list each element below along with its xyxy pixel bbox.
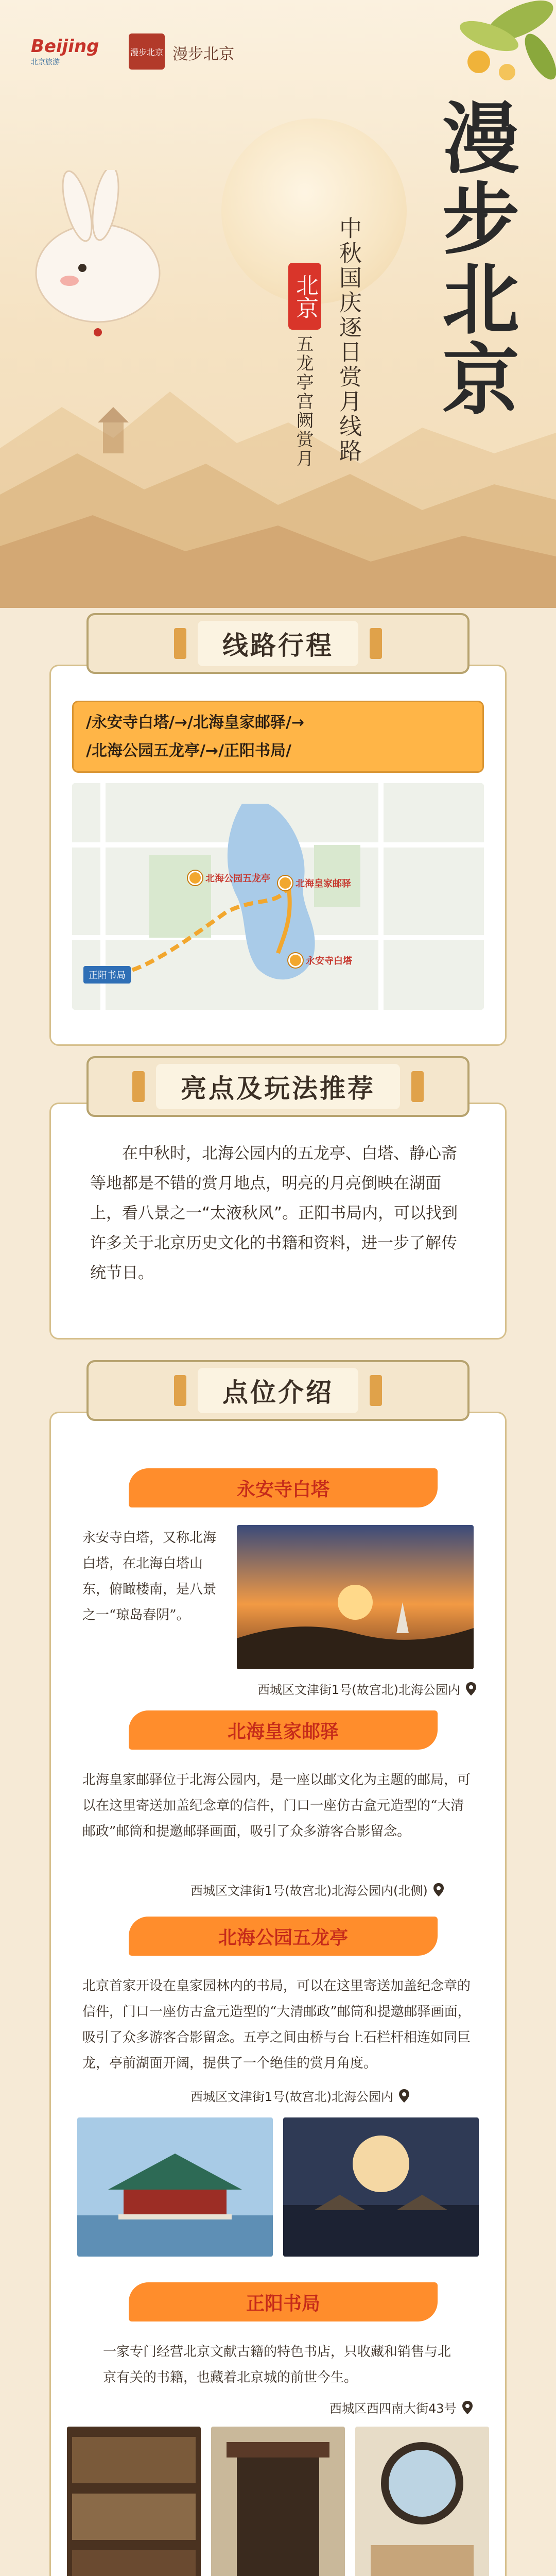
- highlights-section-header: [86, 1056, 470, 1117]
- map-pin-white-pagoda[interactable]: [288, 953, 352, 968]
- beijing-logo-subtext: 北京旅游: [31, 58, 60, 66]
- location-pin-icon: [433, 1883, 444, 1897]
- spot-2-address: [190, 1880, 444, 1899]
- spots-heading: 点位介绍: [222, 1377, 334, 1408]
- beijing-seal: 北京: [288, 263, 321, 330]
- spot-3-photo-pavilion: [77, 2117, 273, 2257]
- spot-4-photo-bookshelf: [67, 2427, 201, 2576]
- ribbon-bar-left: [174, 1375, 186, 1406]
- map-pin-icon: [288, 953, 303, 968]
- spot-1-address: [257, 1680, 477, 1698]
- location-pin-icon: [398, 2089, 410, 2103]
- spot-3-address-text: 西城区文津街1号(故宫北)北海公园内: [190, 2090, 393, 2104]
- route-map[interactable]: [72, 783, 484, 1010]
- spot-3-description: 北京首家开设在皇家园林内的书局，可以在这里寄送加盖纪念章的信件，门口一座仿古盒元造型的“大清邮政”邮筒和提邀邮驿画面，吸引了众多游客合影留念。五亭之间由桥与台上石栏杆相连如同巨龙，亭前湖面开阔，提供了一个绝佳的赏月角度。: [82, 1978, 471, 2071]
- spot-2-description: 北海皇家邮驿位于北海公园内，是一座以邮文化为主题的邮局，可以在这里寄送加盖纪念章的信件，门口一座仿古盒元造型的“大清邮政”邮筒和提邀邮驿画面，吸引了众多游客合影留念。: [82, 1772, 471, 1839]
- brand-logo-text: 漫步北京: [172, 45, 234, 63]
- map-canvas: [72, 783, 484, 1010]
- spot-1-photo: [237, 1525, 474, 1669]
- route-line-1: /永安寺白塔/→/北海皇家邮驿/→: [86, 714, 305, 732]
- route-section-header: [86, 613, 470, 674]
- spot-1-title: 永安寺白塔: [129, 1468, 438, 1507]
- map-pin-label: 北海皇家邮驿: [296, 878, 351, 889]
- route-heading: 线路行程: [222, 630, 334, 660]
- beijing-logo-text: Beijing: [31, 36, 99, 57]
- spot-4-photo-books: [355, 2427, 489, 2576]
- ribbon-bar-left: [174, 628, 186, 659]
- location-pin-icon: [465, 1682, 477, 1696]
- ribbon-bar-right: [370, 1375, 382, 1406]
- highlights-heading: 亮点及玩法推荐: [181, 1073, 375, 1104]
- spot-1-description: 永安寺白塔，又称北海白塔，在北海白塔山东，俯瞰楼南，是八景之一“琼岛春阴”。: [82, 1530, 217, 1623]
- map-pin-label: 永安寺白塔: [306, 956, 352, 967]
- map-pin-icon: [188, 871, 202, 885]
- spot-2-address-text: 西城区文津街1号(故宫北)北海公园内(北侧): [190, 1884, 428, 1898]
- spot-3-title: 北海公园五龙亭: [129, 1917, 438, 1956]
- map-pin-wulongting[interactable]: [188, 871, 270, 885]
- beijing-logo: [31, 36, 99, 67]
- route-line-2: /北海公园五龙亭/→/正阳书局/: [86, 742, 291, 760]
- spot-3-address: [190, 2087, 410, 2105]
- spot-4-address: [329, 2398, 473, 2416]
- spot-4-title: 正阳书局: [129, 2282, 438, 2321]
- page-subtitle: 中秋国庆逐日赏月线路: [335, 216, 361, 464]
- page-title: 漫步北京: [429, 98, 519, 419]
- spot-1-address-text: 西城区文津街1号(故宫北)北海公园内: [257, 1683, 460, 1697]
- location-pin-icon: [462, 2400, 473, 2415]
- rabbit-lantern-illustration: [21, 170, 175, 340]
- ribbon-bar-right: [411, 1071, 424, 1102]
- spot-3-photo-moon: [283, 2117, 479, 2257]
- ribbon-bar-right: [370, 628, 382, 659]
- spot-4-address-text: 西城区西四南大街43号: [329, 2401, 457, 2416]
- leaves-decoration: [402, 0, 556, 103]
- map-start-label[interactable]: 正阳书局: [83, 966, 131, 984]
- spot-4-photo-gate: [211, 2427, 345, 2576]
- route-itinerary: [72, 701, 484, 773]
- highlights-text: 在中秋时，北海公园内的五龙亭、白塔、静心斋等地都是不错的赏月地点，明亮的月亮倒映在湖面上，看八景之一“太液秋风”。正阳书局内，可以找到许多关于北京历史文化的书籍和资料，进一步了解传统节日。: [90, 1144, 458, 1282]
- hero-small-subtitle: 五龙亭宫阙赏月: [293, 335, 314, 468]
- map-pin-icon: [278, 876, 292, 890]
- brand-seal: 漫步北京: [129, 33, 165, 70]
- map-pin-postal[interactable]: [278, 876, 351, 890]
- spot-4-description: 一家专门经营北京文献古籍的特色书店，只收藏和销售与北京有关的书籍，也藏着北京城的前世今生。: [103, 2344, 451, 2385]
- map-pin-label: 北海公园五龙亭: [205, 873, 270, 884]
- spots-section-header: [86, 1360, 470, 1421]
- spot-2-title: 北海皇家邮驿: [129, 1710, 438, 1750]
- ribbon-bar-left: [132, 1071, 145, 1102]
